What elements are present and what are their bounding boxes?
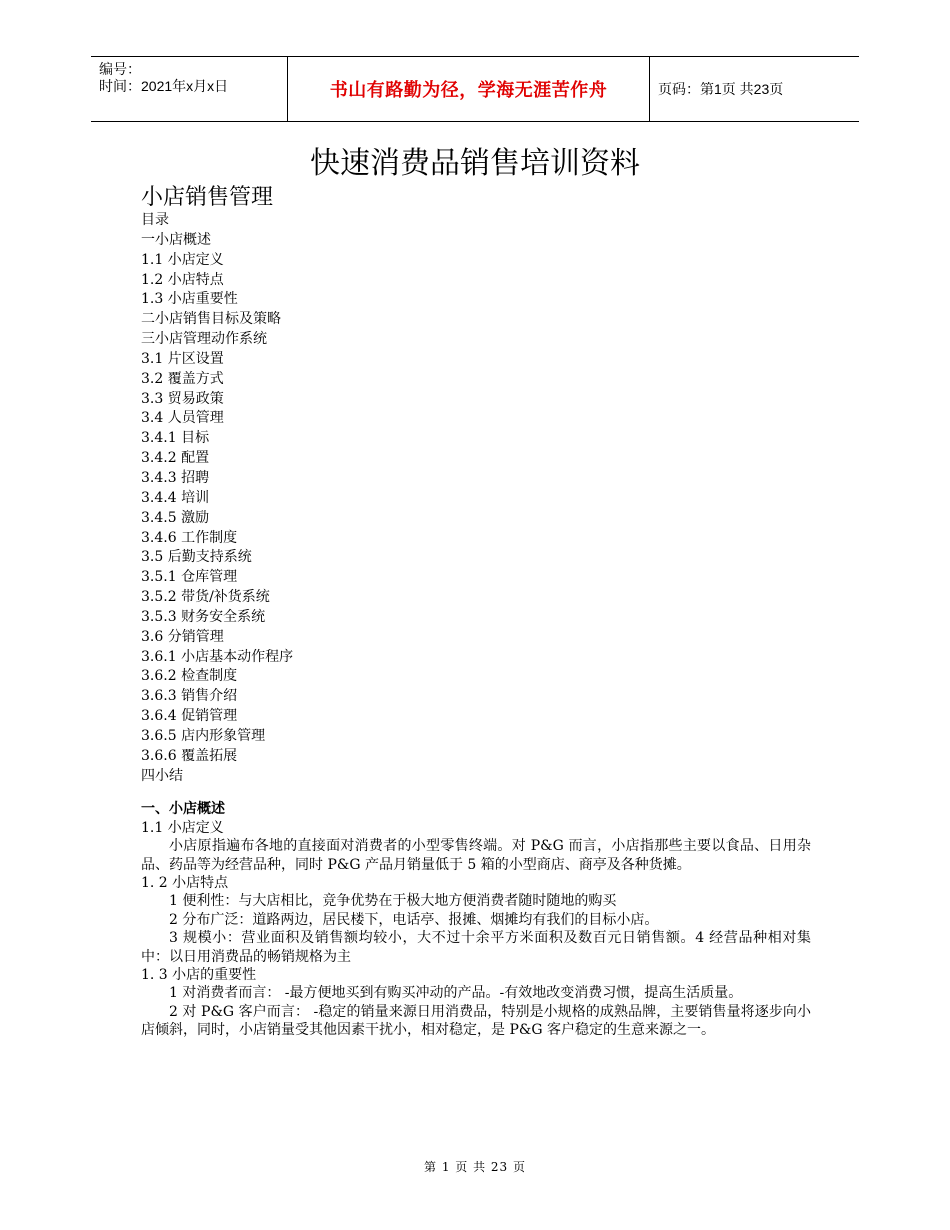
document-title: 快速消费品销售培训资料 — [310, 146, 640, 181]
toc-item: 1.1 小店定义 — [141, 251, 224, 268]
subsection-heading: 1. 3 小店的重要性 — [141, 967, 257, 983]
header-motto-cell — [287, 57, 650, 121]
toc-item: 3.6.1 小店基本动作程序 — [141, 648, 294, 665]
toc-item: 3.5.1 仓库管理 — [141, 569, 238, 586]
paragraph: 3 规模小：营业面积及销售额均较小，大不过十余平方米面积及数百元日销售额。4 经营品种相对集中：以日用消费品的畅销规格为主 — [141, 930, 811, 965]
page-footer: 第 1 页 共 23 页 — [424, 1160, 526, 1174]
paragraph: 2 对 P&G 客户而言： -稳定的销量来源日用消费品，特别是小规格的成熟品牌，主要销售量将逐步向小店倾斜，同时，小店销量受其他因素干扰小，相对稳定，是 P&G 客户稳定的生意来源之一。 — [141, 1003, 811, 1038]
toc-item: 3.4 人员管理 — [141, 410, 224, 427]
time-label: 时间：2021年x月x日 — [99, 78, 229, 94]
toc-item: 3.4.4 培训 — [141, 489, 210, 506]
toc-item: 3.5 后勤支持系统 — [141, 549, 252, 566]
toc-item: 3.4.2 配置 — [141, 450, 210, 467]
page-label: 页码：第1页 共23页 — [658, 81, 784, 97]
paragraph: 1 便利性：与大店相比，竞争优势在于极大地方便消费者随时随地的购买 — [169, 893, 617, 909]
toc-item: 3.4.5 激励 — [141, 509, 210, 526]
toc-item: 1.3 小店重要性 — [141, 291, 238, 308]
toc-item: 二小店销售目标及策略 — [141, 311, 281, 328]
toc-item: 3.6 分销管理 — [141, 628, 224, 645]
header-page-cell — [650, 57, 859, 121]
document-body — [141, 800, 811, 1040]
toc-item: 3.3 贸易政策 — [141, 390, 224, 407]
toc-item: 3.6.3 销售介绍 — [141, 688, 238, 705]
toc-item: 四小结 — [141, 767, 183, 784]
header-table — [91, 56, 859, 122]
paragraph: 小店原指遍布各地的直接面对消费者的小型零售终端。对 P&G 而言，小店指那些主要以食品、日用杂品、药品等为经营品种，同时 P&G 产品月销量低于 5 箱的小型商店、商亭及各种货摊。 — [141, 838, 811, 873]
paragraph: 2 分布广泛：道路两边，居民楼下，电话亭、报摊、烟摊均有我们的目标小店。 — [169, 911, 659, 928]
toc-item: 3.4.1 目标 — [141, 430, 210, 447]
toc-item: 一小店概述 — [141, 231, 211, 248]
table-of-contents — [141, 211, 293, 786]
toc-item: 3.6.5 店内形象管理 — [141, 727, 266, 744]
toc-item: 1.2 小店特点 — [141, 271, 224, 288]
document-subtitle: 小店销售管理 — [141, 185, 274, 210]
paragraph: 1 对消费者而言： -最方便地买到有购买冲动的产品。-有效地改变消费习惯，提高生活质量。 — [169, 985, 743, 1001]
toc-item: 3.6.2 检查制度 — [141, 668, 238, 685]
toc-item: 3.6.4 促销管理 — [141, 708, 238, 725]
subsection-heading: 1.1 小店定义 — [141, 820, 224, 836]
subsection-heading: 1. 2 小店特点 — [141, 875, 229, 891]
toc-item: 3.1 片区设置 — [141, 350, 224, 367]
toc-item: 3.5.3 财务安全系统 — [141, 608, 266, 625]
motto-text: 书山有路勤为径，学海无涯苦作舟 — [329, 80, 608, 101]
toc-item: 3.4.3 招聘 — [141, 469, 210, 486]
toc-item: 3.5.2 带货/补货系统 — [141, 589, 270, 606]
toc-item: 3.6.6 覆盖拓展 — [141, 747, 238, 764]
header-info-cell — [91, 57, 287, 121]
number-label: 编号： — [99, 61, 141, 77]
toc-item: 三小店管理动作系统 — [141, 331, 267, 348]
section-heading: 一、小店概述 — [141, 801, 225, 817]
toc-item: 3.2 覆盖方式 — [141, 370, 224, 387]
toc-item: 3.4.6 工作制度 — [141, 529, 238, 546]
toc-item: 目录 — [141, 212, 169, 228]
